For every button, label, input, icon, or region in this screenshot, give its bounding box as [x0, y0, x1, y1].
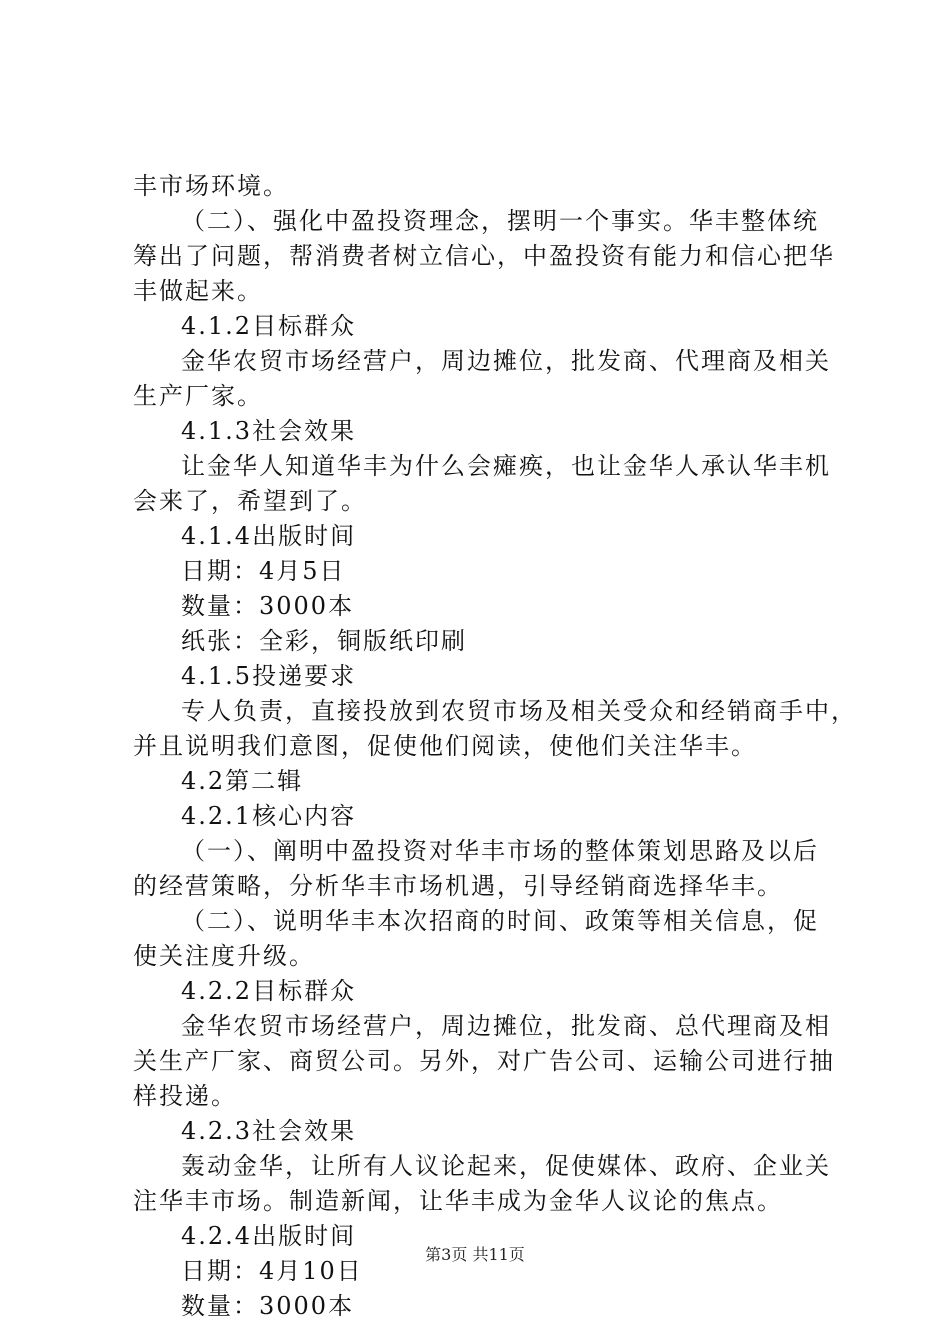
text-line: 生产厂家。	[133, 382, 263, 410]
text-line: 金华农贸市场经营户，周边摊位，批发商、代理商及相关	[181, 347, 831, 375]
text-line: 会来了，希望到了。	[133, 487, 367, 515]
text-line: （一）、阐明中盈投资对华丰市场的整体策划思路及以后	[181, 837, 819, 865]
text-line: 日期：4月10日	[181, 1257, 363, 1285]
text-line: 的经营策略，分析华丰市场机遇，引导经销商选择华丰。	[133, 872, 783, 900]
text-line: 让金华人知道华丰为什么会瘫痪，也让金华人承认华丰机	[181, 452, 831, 480]
section-heading: 4.1.2目标群众	[181, 312, 357, 340]
page-footer	[0, 1245, 950, 1265]
section-heading: 4.2.4出版时间	[181, 1222, 357, 1250]
text-line: 样投递。	[133, 1082, 237, 1110]
text-line: （二）、强化中盈投资理念，摆明一个事实。华丰整体统	[181, 207, 819, 235]
section-heading: 4.1.5投递要求	[181, 662, 357, 690]
text-line: 专人负责，直接投放到农贸市场及相关受众和经销商手中，	[181, 697, 857, 725]
text-line: 数量：3000本	[181, 592, 355, 620]
section-heading: 4.1.4出版时间	[181, 522, 357, 550]
text-line: 数量：3000本	[181, 1292, 355, 1320]
text-line: 丰做起来。	[133, 277, 263, 305]
section-heading: 4.2.1核心内容	[181, 802, 357, 830]
text-line: 并且说明我们意图，促使他们阅读，使他们关注华丰。	[133, 732, 757, 760]
section-heading: 4.1.3社会效果	[181, 417, 357, 445]
text-line: 丰市场环境。	[133, 172, 289, 200]
section-heading: 4.2.3社会效果	[181, 1117, 357, 1145]
text-line: 使关注度升级。	[133, 942, 315, 970]
section-heading: 4.2.2目标群众	[181, 977, 357, 1005]
text-line: 注华丰市场。制造新闻，让华丰成为金华人议论的焦点。	[133, 1187, 783, 1215]
text-line: 纸张：全彩，铜版纸印刷	[181, 627, 467, 655]
text-line: 轰动金华，让所有人议论起来，促使媒体、政府、企业关	[181, 1152, 831, 1180]
text-line: 筹出了问题，帮消费者树立信心，中盈投资有能力和信心把华	[133, 242, 835, 270]
text-line: （二）、说明华丰本次招商的时间、政策等相关信息，促	[181, 907, 819, 935]
text-line: 日期：4月5日	[181, 557, 346, 585]
text-line: 金华农贸市场经营户，周边摊位，批发商、总代理商及相	[181, 1012, 831, 1040]
section-heading: 4.2第二辑	[181, 767, 304, 795]
page-number: 第3页 共11页	[425, 1245, 525, 1264]
text-line: 关生产厂家、商贸公司。另外，对广告公司、运输公司进行抽	[133, 1047, 835, 1075]
